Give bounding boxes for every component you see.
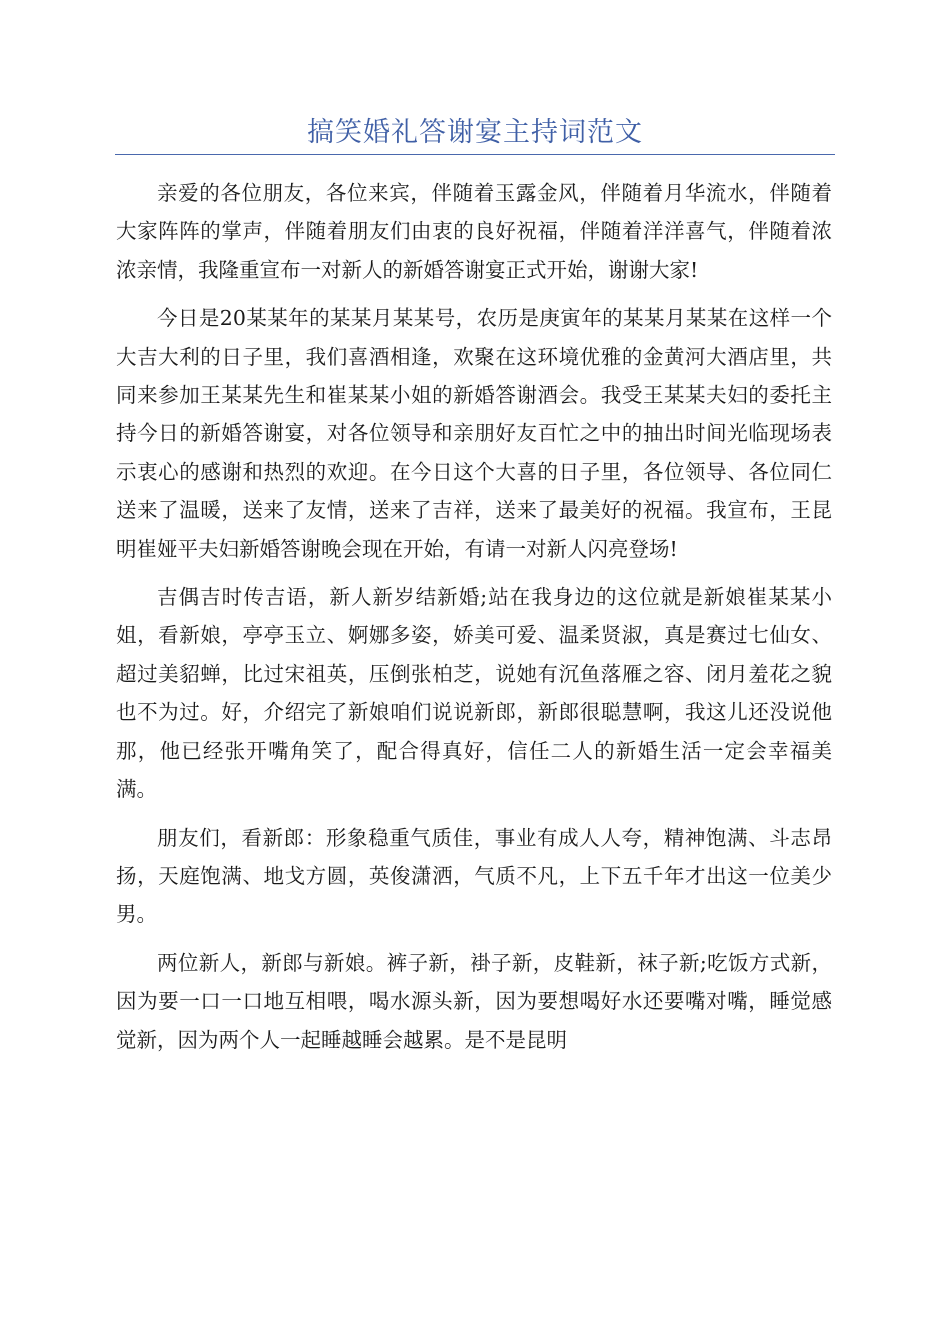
title-underline [115,154,835,155]
paragraph-1: 亲爱的各位朋友，各位来宾，伴随着玉露金风，伴随着月华流水，伴随着大家阵阵的掌声，伴随着朋友们由衷的良好祝福，伴随着洋洋喜气，伴随着浓浓亲情，我隆重宣布一对新人的新婚答谢宴正式开始，谢谢大家! [116,181,832,282]
document-body [116,174,832,1069]
paragraph-2: 今日是20某某年的某某月某某号，农历是庚寅年的某某月某某在这样一个大吉大利的日子里，我们喜酒相逢，欢聚在这环境优雅的金黄河大酒店里，共同来参加王某某先生和崔某某小姐的新婚答谢酒会。我受王某某夫妇的委托主持今日的新婚答谢宴，对各位领导和亲朋好友百忙之中的抽出时间光临现场表示衷心的感谢和热烈的欢迎。在今日这个大喜的日子里，各位领导、各位同仁送来了温暖，送来了友情，送来了吉祥，送来了最美好的祝福。我宣布，王昆明崔娅平夫妇新婚答谢晚会现在开始，有请一对新人闪亮登场! [116,306,832,561]
paragraph-5: 两位新人，新郎与新娘。裤子新，褂子新，皮鞋新，袜子新;吃饭方式新，因为要一口一口地互相喂，喝水源头新，因为要想喝好水还要嘴对嘴，睡觉感觉新，因为两个人一起睡越睡会越累。是不是昆明 [116,950,832,1052]
paragraph-4: 朋友们，看新郎：形象稳重气质佳，事业有成人人夸，精神饱满、斗志昂扬，天庭饱满、地戈方圆，英俊潇洒，气质不凡，上下五千年才出这一位美少男。 [116,825,832,927]
paragraph-3: 吉偶吉时传吉语，新人新岁结新婚;站在我身边的这位就是新娘崔某某小姐，看新娘，亭亭玉立、婀娜多姿，娇美可爱、温柔贤淑，真是赛过七仙女、超过美貂蝉，比过宋祖英，压倒张柏芝，说她有沉鱼落雁之容、闭月羞花之貌也不为过。好，介绍完了新娘咱们说说新郎，新郎很聪慧啊，我这儿还没说他那，他已经张开嘴角笑了，配合得真好，信任二人的新婚生活一定会幸福美满。 [116,585,832,802]
document-title: 搞笑婚礼答谢宴主持词范文 [307,117,643,148]
